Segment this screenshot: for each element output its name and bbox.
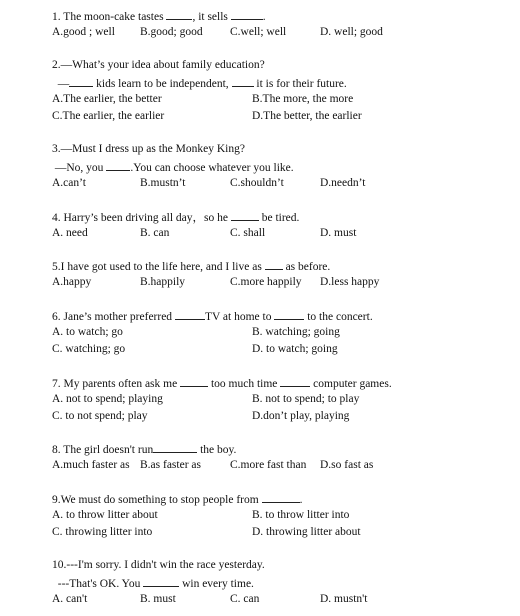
answer-blank xyxy=(166,8,192,20)
question-text-line xyxy=(52,58,265,73)
question-text: 10.---I'm sorry. I didn't win the race yesterday. xyxy=(52,559,265,571)
answer-option: C. throwing litter into xyxy=(52,526,153,538)
answer-option: D.don’t play, playing xyxy=(252,410,350,422)
question-text-line xyxy=(52,375,392,390)
question-text: TV at home to xyxy=(204,311,275,323)
answer-option: C. to not spend; play xyxy=(52,410,148,422)
answer-option: D.less happy xyxy=(320,276,380,288)
question-text-line xyxy=(52,441,236,456)
question-text: computer games. xyxy=(310,378,392,390)
answer-option: A. need xyxy=(52,227,88,239)
question-text-line xyxy=(52,8,266,23)
answer-option: B.The more, the more xyxy=(252,93,354,105)
answer-option: B. not to spend; to play xyxy=(252,393,360,405)
answer-option: B. to throw litter into xyxy=(252,509,350,521)
answer-option: D. to watch; going xyxy=(252,343,338,355)
answer-blank xyxy=(180,375,208,387)
question-text: ---That's OK. You xyxy=(52,578,144,590)
answer-blank xyxy=(274,308,304,320)
question-text: it is for their future. xyxy=(253,78,347,90)
question-text: 6. Jane’s mother preferred xyxy=(52,311,175,323)
question-text-line xyxy=(52,209,299,224)
question-text-line xyxy=(52,558,265,573)
question-text: too much time xyxy=(208,378,281,390)
question-text-line xyxy=(52,142,245,157)
question-text: 5.I have got used to the life here, and I live as xyxy=(52,261,265,273)
question-text-line xyxy=(52,491,302,506)
question-text: . xyxy=(262,11,266,23)
answer-option: A. to watch; go xyxy=(52,326,123,338)
question-text: win every time. xyxy=(179,578,254,590)
question-text: 8. The girl doesn't run xyxy=(52,444,154,456)
question-text: —No, you xyxy=(52,162,107,174)
question-text-line xyxy=(52,75,347,90)
answer-option: B.happily xyxy=(140,276,186,288)
answer-blank xyxy=(69,75,93,87)
answer-option: C. can xyxy=(230,593,260,605)
answer-blank xyxy=(231,209,259,221)
answer-blank xyxy=(143,575,179,587)
question-text: 4. Harry’s been driving all day，so he xyxy=(52,212,231,224)
question-text: to the concert. xyxy=(304,311,373,323)
answer-option: A.good ; well xyxy=(52,26,115,38)
answer-option: B.good; good xyxy=(140,26,203,38)
question-text: , it sells xyxy=(192,11,231,23)
question-text: — xyxy=(52,78,70,90)
question-text: the boy. xyxy=(197,444,237,456)
answer-blank xyxy=(175,308,205,320)
answer-option: A. can't xyxy=(52,593,88,605)
question-text-line xyxy=(52,159,294,174)
answer-option: B.mustn’t xyxy=(140,177,186,189)
answer-blank xyxy=(231,8,263,20)
answer-option: D.The better, the earlier xyxy=(252,110,362,122)
question-text-line xyxy=(52,258,330,273)
answer-option: D.needn’t xyxy=(320,177,366,189)
answer-option: A.can’t xyxy=(52,177,86,189)
answer-option: C.well; well xyxy=(230,26,287,38)
answer-blank xyxy=(262,491,300,503)
answer-blank xyxy=(106,159,130,171)
answer-option: C.shouldn’t xyxy=(230,177,284,189)
question-text: 7. My parents often ask me xyxy=(52,378,181,390)
question-text: as before. xyxy=(282,261,331,273)
answer-option: A. to throw litter about xyxy=(52,509,158,521)
question-text: 1. The moon-cake tastes xyxy=(52,11,167,23)
answer-option: B. can xyxy=(140,227,170,239)
question-text: kids learn to be independent, xyxy=(93,78,232,90)
answer-blank xyxy=(232,75,254,87)
question-text: . xyxy=(299,494,303,506)
answer-option: C.more fast than xyxy=(230,459,307,471)
answer-blank xyxy=(265,258,283,270)
answer-blank xyxy=(153,441,197,453)
answer-option: D. mustn't xyxy=(320,593,368,605)
question-text-line xyxy=(52,575,254,590)
answer-option: A.happy xyxy=(52,276,92,288)
question-text: 2.—What’s your idea about family education? xyxy=(52,59,265,71)
question-text-line xyxy=(52,308,373,323)
answer-option: D. well; good xyxy=(320,26,383,38)
answer-option: B. must xyxy=(140,593,176,605)
answer-option: A. not to spend; playing xyxy=(52,393,163,405)
answer-option: C.The earlier, the earlier xyxy=(52,110,165,122)
answer-blank xyxy=(280,375,310,387)
answer-option: B. watching; going xyxy=(252,326,340,338)
answer-option: D.so fast as xyxy=(320,459,374,471)
answer-option: C. watching; go xyxy=(52,343,126,355)
answer-option: C. shall xyxy=(230,227,266,239)
question-text: 9.We must do something to stop people from xyxy=(52,494,262,506)
answer-option: C.more happily xyxy=(230,276,302,288)
answer-option: A.much faster as xyxy=(52,459,130,471)
answer-option: B.as faster as xyxy=(140,459,201,471)
answer-option: A.The earlier, the better xyxy=(52,93,162,105)
question-text: 3.—Must I dress up as the Monkey King? xyxy=(52,143,245,155)
question-text: be tired. xyxy=(258,212,300,224)
answer-option: D. must xyxy=(320,227,357,239)
question-text: .You can choose whatever you like. xyxy=(130,162,294,174)
answer-option: D. throwing litter about xyxy=(252,526,361,538)
